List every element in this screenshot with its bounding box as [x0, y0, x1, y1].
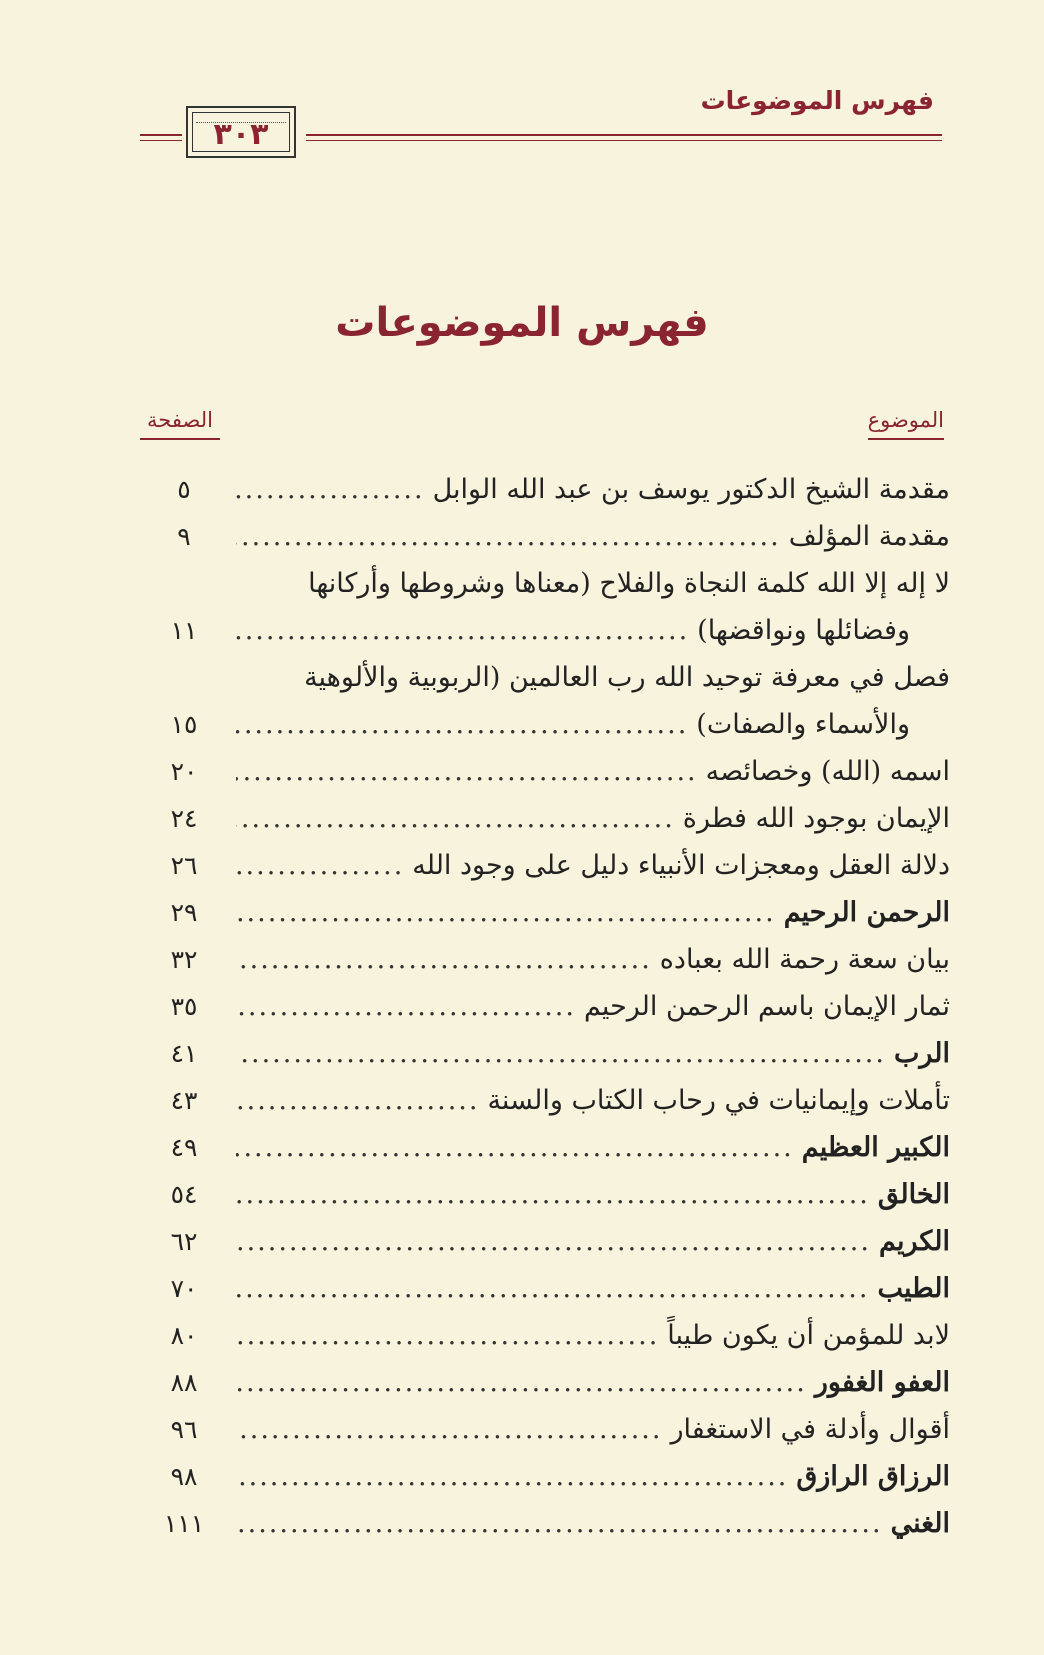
- toc-entry: [140, 1359, 950, 1406]
- toc-entry-text: مقدمة الشيخ الدكتور يوسف بن عبد الله الوابل: [432, 474, 950, 505]
- toc-entry-page: ٩٦: [170, 1415, 198, 1444]
- toc-entry: [140, 1171, 950, 1218]
- dot-leader: [236, 1406, 662, 1453]
- dot-leader: [236, 795, 675, 842]
- dot-leader: [236, 513, 781, 560]
- dot-leader: [236, 889, 776, 936]
- toc-entry: [140, 1453, 950, 1500]
- toc-entry-text: مقدمة المؤلف: [788, 521, 950, 552]
- dot-leader: [236, 701, 688, 748]
- page-number: ٣٠٣: [213, 116, 269, 152]
- toc-entry: [140, 513, 950, 560]
- dot-leader: [236, 466, 425, 513]
- dot-leader: [236, 1171, 870, 1218]
- dot-leader: [236, 607, 689, 654]
- toc-entry-text: الطيب: [877, 1273, 950, 1304]
- toc-entry-text-continued: والأسماء والصفات): [696, 709, 910, 740]
- toc-entry-page: ٩: [177, 522, 191, 551]
- toc-entry: [140, 1265, 950, 1312]
- header-rule-left-top: [140, 134, 182, 136]
- toc-entry: [140, 842, 950, 889]
- toc-list: [140, 466, 950, 1547]
- toc-entry-page: ٢٩: [170, 898, 198, 927]
- toc-entry-page: ٤١: [170, 1039, 198, 1068]
- toc-entry: [140, 560, 950, 654]
- dot-leader: [236, 1500, 883, 1547]
- toc-entry-page: ١١١: [163, 1509, 205, 1538]
- dot-leader: [236, 1359, 807, 1406]
- toc-entry-page: ٣٥: [170, 992, 198, 1021]
- toc-entry: [140, 1030, 950, 1077]
- dot-leader: [236, 1218, 871, 1265]
- toc-entry: [140, 889, 950, 936]
- toc-entry: [140, 466, 950, 513]
- toc-entry-page: ٢٦: [170, 851, 198, 880]
- toc-entry: [140, 1500, 950, 1547]
- toc-entry-page: ٨٨: [170, 1368, 198, 1397]
- toc-entry-text: ثمار الإيمان باسم الرحمن الرحيم: [583, 991, 950, 1022]
- toc-entry: [140, 1406, 950, 1453]
- toc-entry-text: العفو الغفور: [814, 1367, 950, 1398]
- column-header-topic: الموضوع: [868, 408, 944, 440]
- toc-entry-text: الخالق: [877, 1179, 950, 1210]
- toc-entry-text: فصل في معرفة توحيد الله رب العالمين (الربوبية والألوهية: [304, 662, 950, 693]
- toc-entry: [140, 1077, 950, 1124]
- toc-entry-page: ١٥: [170, 710, 198, 739]
- toc-entry-page: ٣٢: [170, 945, 198, 974]
- toc-entry-page: ٨٠: [170, 1321, 198, 1350]
- toc-entry-text: أقوال وأدلة في الاستغفار: [670, 1414, 950, 1445]
- column-header-page: الصفحة: [140, 408, 220, 440]
- dot-leader: [236, 1077, 479, 1124]
- toc-entry: [140, 936, 950, 983]
- toc-entry-text: الرزاق الرازق: [796, 1461, 950, 1492]
- toc-entry-text: الكبير العظيم: [801, 1132, 950, 1163]
- toc-entry-text: الرحمن الرحيم: [783, 897, 950, 928]
- dot-leader: [236, 983, 576, 1030]
- toc-entry: [140, 983, 950, 1030]
- toc-entry-page: ٥: [177, 475, 191, 504]
- toc-entry-page: ٢٤: [170, 804, 198, 833]
- toc-entry: [140, 1124, 950, 1171]
- toc-entry-page: ٤٩: [170, 1133, 198, 1162]
- toc-entry-text: الرب: [893, 1038, 950, 1069]
- toc-entry: [140, 795, 950, 842]
- toc-entry-text-continued: وفضائلها ونواقضها): [697, 615, 910, 646]
- toc-entry-page: ٦٢: [170, 1227, 198, 1256]
- toc-entry-text: تأملات وإيمانيات في رحاب الكتاب والسنة: [487, 1085, 950, 1116]
- toc-entry: [140, 1218, 950, 1265]
- toc-entry-text: لابد للمؤمن أن يكون طيباً: [667, 1320, 950, 1351]
- page-number-frame: [186, 106, 296, 158]
- dot-leader: [236, 936, 652, 983]
- toc-entry-text: الكريم: [878, 1226, 950, 1257]
- toc-entry-text: الغني: [890, 1508, 950, 1539]
- toc-entry-page: ٧٠: [170, 1274, 198, 1303]
- toc-entry-text: الإيمان بوجود الله فطرة: [682, 803, 950, 834]
- toc-entry-text: دلالة العقل ومعجزات الأنبياء دليل على وجود الله: [412, 850, 950, 881]
- header-rule-top: [306, 134, 942, 136]
- dot-leader: [236, 1030, 886, 1077]
- toc-entry: [140, 748, 950, 795]
- toc-entry-page: ١١: [170, 616, 198, 645]
- dot-leader: [236, 1312, 659, 1359]
- dot-leader: [236, 1265, 869, 1312]
- running-title: فهرس الموضوعات: [700, 86, 934, 115]
- toc-entry: [140, 1312, 950, 1359]
- toc-entry-text: لا إله إلا الله كلمة النجاة والفلاح (معناها وشروطها وأركانها: [308, 568, 950, 599]
- toc-entry-page: ٥٤: [170, 1180, 198, 1209]
- dot-leader: [236, 842, 404, 889]
- header-rule-bottom: [306, 140, 942, 141]
- toc-entry-text: اسمه (الله) وخصائصه: [705, 756, 950, 787]
- dot-leader: [236, 748, 698, 795]
- toc-title: فهرس الموضوعات: [335, 300, 709, 346]
- dot-leader: [236, 1124, 794, 1171]
- toc-entry-page: ٩٨: [170, 1462, 198, 1491]
- header-rule-left-bottom: [140, 140, 182, 141]
- toc-entry-page: ٢٠: [170, 757, 198, 786]
- toc-entry-text: بيان سعة رحمة الله بعباده: [659, 944, 950, 975]
- dot-leader: [236, 1453, 788, 1500]
- toc-entry: [140, 654, 950, 748]
- toc-entry-page: ٤٣: [170, 1086, 198, 1115]
